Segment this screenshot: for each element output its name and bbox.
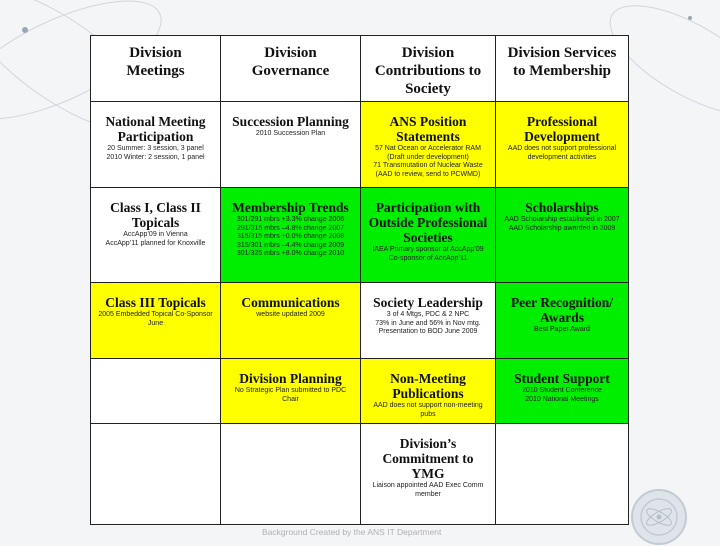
cell-outside-societies — [361, 188, 496, 283]
cell-communications — [221, 283, 361, 359]
cell-title: Society Leadership — [373, 295, 483, 310]
header-division-contributions — [361, 36, 496, 102]
cell-title: ANS Position Statements — [389, 114, 467, 144]
cell-title: Student Support — [514, 371, 610, 386]
cell-professional-development — [496, 102, 628, 188]
cell-empty — [91, 424, 221, 524]
cell-national-meeting-participation — [91, 102, 221, 188]
cell-title: Division’s Commitment to YMG — [382, 436, 474, 481]
cell-detail: AccApp’09 in Vienna AccApp’11 planned for Knoxville — [105, 231, 206, 247]
cell-student-support — [496, 359, 628, 424]
header-label: Division Meetings — [126, 45, 185, 79]
cell-peer-recognition — [496, 283, 628, 359]
cell-detail: Liaison appointed AAD Exec Comm member — [372, 482, 484, 498]
cell-detail: 57 Nat Ocean or Accelerator RAM (Draft under development) 71 Transmutation of Nuclear Waste (AAD to review, send to PCWMD) — [373, 145, 483, 178]
cell-non-meeting-publications — [361, 359, 496, 424]
header-division-meetings — [91, 36, 221, 102]
header-division-services — [496, 36, 628, 102]
cell-detail: website updated 2009 — [256, 311, 325, 318]
cell-membership-trends — [221, 188, 361, 283]
header-division-governance — [221, 36, 361, 102]
cell-division-planning — [221, 359, 361, 424]
cell-empty — [221, 424, 361, 524]
cell-title: Professional Development — [524, 114, 600, 144]
cell-class-iii-topicals — [91, 283, 221, 359]
cell-title: Communications — [241, 295, 340, 310]
cell-detail: 301/291 mbrs +3.3% change 2006 291/315 mbrs –4.8% change 2007 315/315 mbrs +0.0% change 2008 315/301 mbrs –4.4% change 2009 301/325 mbrs +8.0% change 2010 — [236, 216, 345, 257]
cell-title: Participation with Outside Professional Societies — [368, 200, 488, 245]
cell-title: Non-Meeting Publications — [390, 371, 466, 401]
cell-title: Succession Planning — [232, 114, 349, 129]
cell-title: Class III Topicals — [105, 295, 206, 310]
cell-class-topicals — [91, 188, 221, 283]
cell-detail: AAD does not support non-meeting pubs — [373, 402, 483, 418]
cell-title: National Meeting Participation — [105, 114, 206, 144]
status-grid — [90, 35, 629, 525]
cell-ymg-commitment — [361, 424, 496, 524]
cell-empty — [496, 424, 628, 524]
cell-detail: AAD does not support professional development activities — [507, 145, 617, 161]
header-label: Division Governance — [251, 45, 330, 79]
footer-credit: Background Created by the ANS IT Department — [262, 527, 442, 537]
cell-detail: 2010 Succession Plan — [255, 130, 326, 137]
cell-detail: 2005 Embedded Topical Co-Sponsor June — [98, 311, 213, 327]
cell-title: Peer Recognition/ Awards — [510, 295, 614, 325]
cell-detail: Best Paper Award — [534, 326, 590, 333]
cell-detail: No Strategic Plan submitted to PDC Chair — [234, 387, 347, 403]
cell-detail: 2010 Student Conference 2010 National Meetings — [522, 387, 602, 403]
cell-title: Class I, Class II Topicals — [110, 200, 201, 230]
cell-scholarships — [496, 188, 628, 283]
header-label: Division Contributions to Society — [374, 45, 482, 97]
cell-succession-planning — [221, 102, 361, 188]
cell-detail: AAD Scholarship established in 2007 AAD Scholarship awarded in 2009 — [504, 216, 620, 232]
ans-seal-logo — [630, 488, 688, 546]
header-label: Division Services to Membership — [507, 45, 617, 79]
cell-title: Membership Trends — [232, 200, 349, 215]
cell-title: Scholarships — [525, 200, 599, 215]
cell-detail: 20 Summer: 3 session, 3 panel 2010 Winter: 2 session, 1 panel — [106, 145, 205, 161]
cell-empty — [91, 359, 221, 424]
cell-society-leadership — [361, 283, 496, 359]
cell-ans-position-statements — [361, 102, 496, 188]
cell-detail: IAEA Primary sponsor of AccApp’09 Co-sponsor of AccApp’11 — [372, 246, 484, 262]
cell-title: Division Planning — [239, 371, 342, 386]
cell-detail: 3 of 4 Mtgs, PDC & 2 NPC 73% in June and 56% in Nov mtg. Presentation to BOD June 2009 — [375, 311, 481, 335]
